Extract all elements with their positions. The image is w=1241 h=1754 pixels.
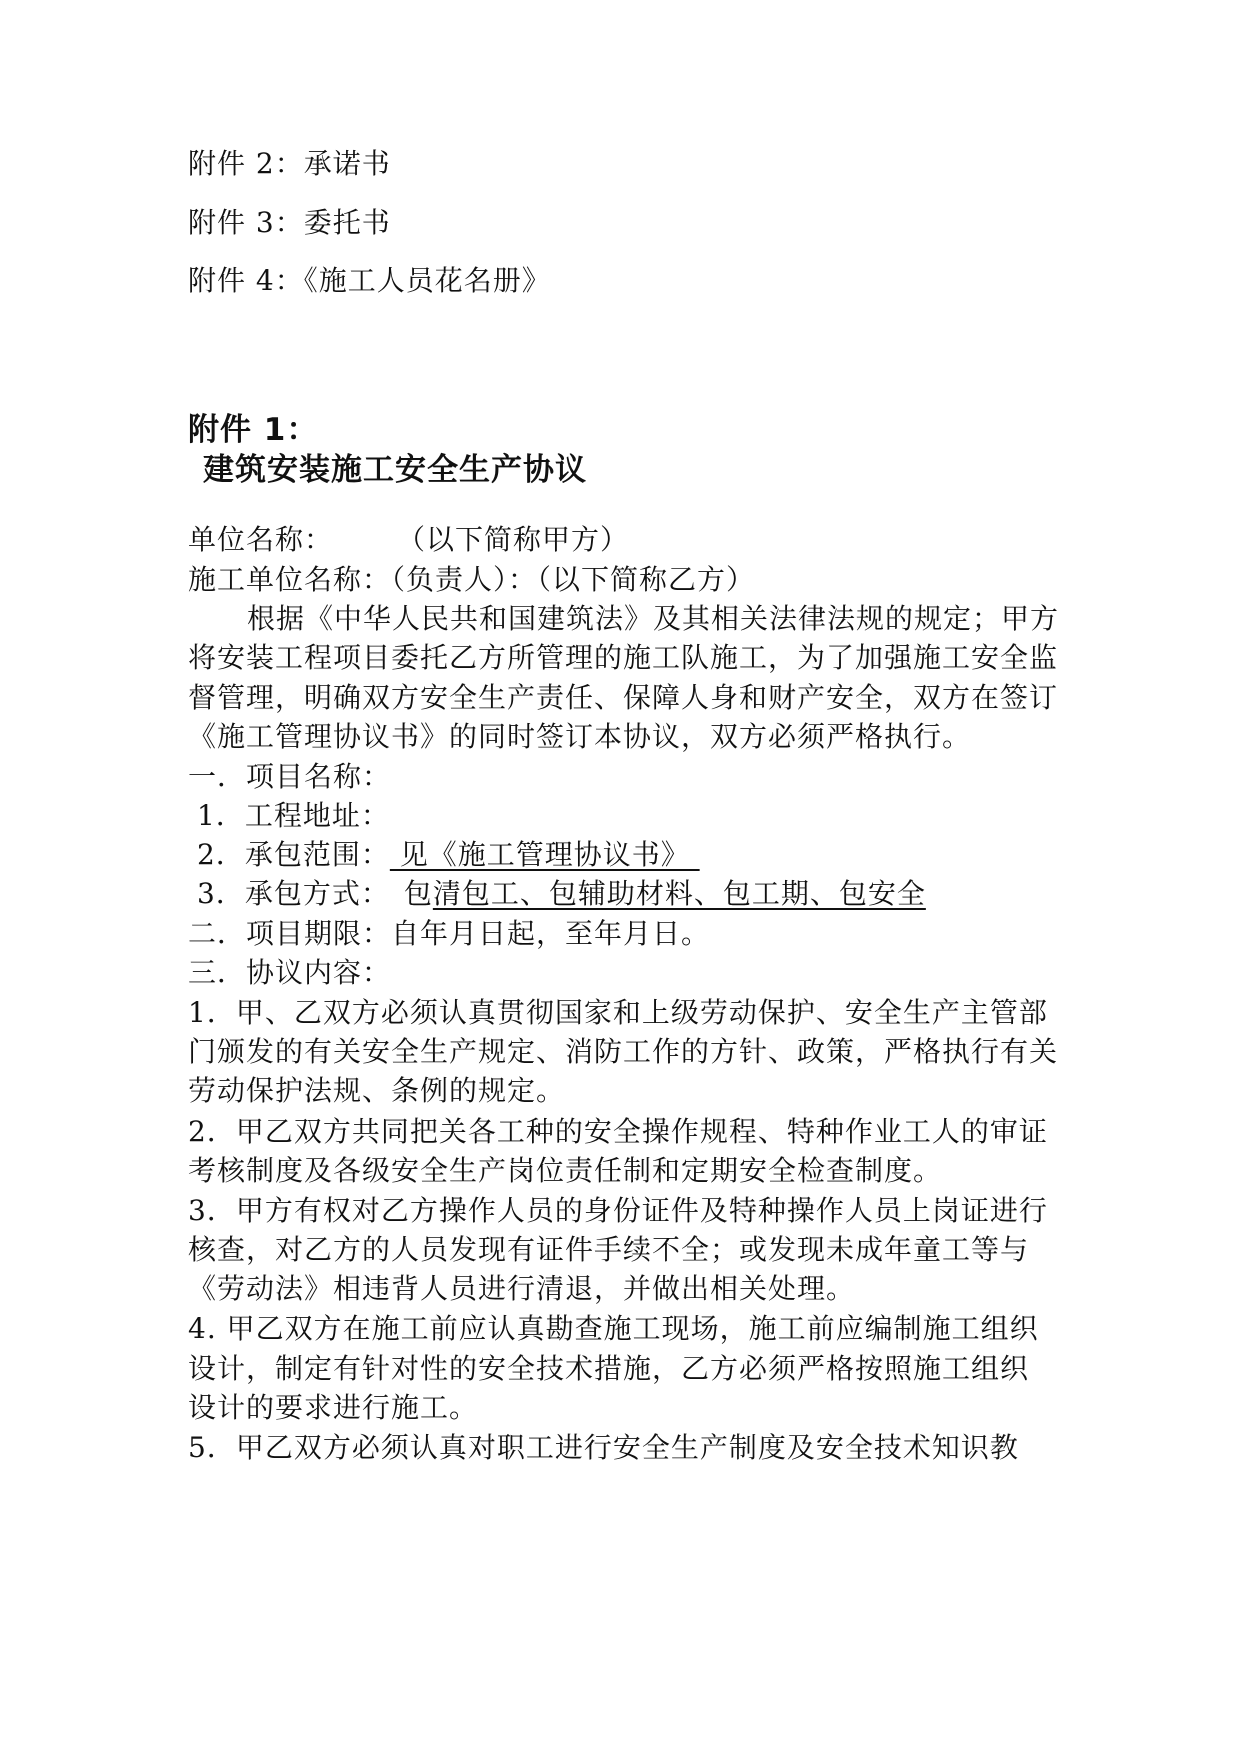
clause-line-5: 考核制度及各级安全生产岗位责任制和定期安全检查制度。	[188, 1154, 943, 1187]
attachment-3-line: 附件 3：委托书	[188, 206, 391, 239]
method-label: 3．承包方式：	[197, 877, 390, 910]
method-prefix: 包	[403, 877, 433, 910]
clause-line-3: 劳动保护法规、条例的规定。	[188, 1074, 566, 1107]
attachment-1-label: 附件 1：	[188, 412, 319, 448]
intro-line-1: 根据《中华人民共和国建筑法》及其相关法律法规的规定；甲方	[247, 602, 1060, 635]
method-value: 清包工、包辅助材料、包工期、包安全	[432, 877, 926, 910]
party-a-note: （以下简称甲方）	[397, 523, 630, 556]
clause-line-7: 核查，对乙方的人员发现有证件手续不全；或发现未成年童工等与	[188, 1233, 1030, 1266]
document-title: 建筑安装施工安全生产协议	[203, 452, 587, 488]
scope-label: 2．承包范围：	[197, 838, 390, 871]
intro-line-4: 《施工管理协议书》的同时签订本协议，双方必须严格执行。	[188, 720, 972, 753]
clause-line-2: 门颁发的有关安全生产规定、消防工作的方针、政策，严格执行有关	[188, 1035, 1059, 1068]
clause-line-12: 5．甲乙双方必须认真对职工进行安全生产制度及安全技术知识教	[188, 1431, 1019, 1464]
construction-unit-line: 施工单位名称：（负责人）：（以下简称乙方）	[188, 563, 756, 596]
project-method-line	[197, 877, 926, 910]
clause-line-1: 1．甲、乙双方必须认真贯彻国家和上级劳动保护、安全生产主管部	[188, 996, 1048, 1029]
clause-line-9: 4. 甲乙双方在施工前应认真勘查施工现场，施工前应编制施工组织	[188, 1312, 1039, 1345]
project-heading: 一．项目名称：	[188, 760, 392, 793]
clause-line-6: 3．甲方有权对乙方操作人员的身份证件及特种操作人员上岗证进行	[188, 1194, 1048, 1227]
intro-line-2: 将安装工程项目委托乙方所管理的施工队施工，为了加强施工安全监	[188, 641, 1059, 674]
project-address: 1．工程地址：	[197, 799, 390, 832]
clause-line-8: 《劳动法》相违背人员进行清退，并做出相关处理。	[188, 1272, 856, 1305]
project-scope-line	[197, 838, 700, 871]
unit-name-label: 单位名称：	[188, 523, 334, 556]
attachment-2-line: 附件 2：承诺书	[188, 147, 391, 180]
content-heading: 三．协议内容：	[188, 956, 392, 989]
scope-value: 见《施工管理协议书》	[389, 838, 700, 871]
intro-line-3: 督管理，明确双方安全生产责任、保障人身和财产安全，双方在签订	[188, 681, 1059, 714]
unit-name-line	[188, 523, 630, 556]
project-term: 二．项目期限：自年月日起，至年月日。	[188, 917, 711, 950]
clause-line-10: 设计，制定有针对性的安全技术措施，乙方必须严格按照施工组织	[188, 1352, 1030, 1385]
clause-line-11: 设计的要求进行施工。	[188, 1391, 479, 1424]
clause-line-4: 2．甲乙双方共同把关各工种的安全操作规程、特种作业工人的审证	[188, 1115, 1048, 1148]
attachment-4-line: 附件 4：《施工人员花名册》	[188, 264, 551, 297]
